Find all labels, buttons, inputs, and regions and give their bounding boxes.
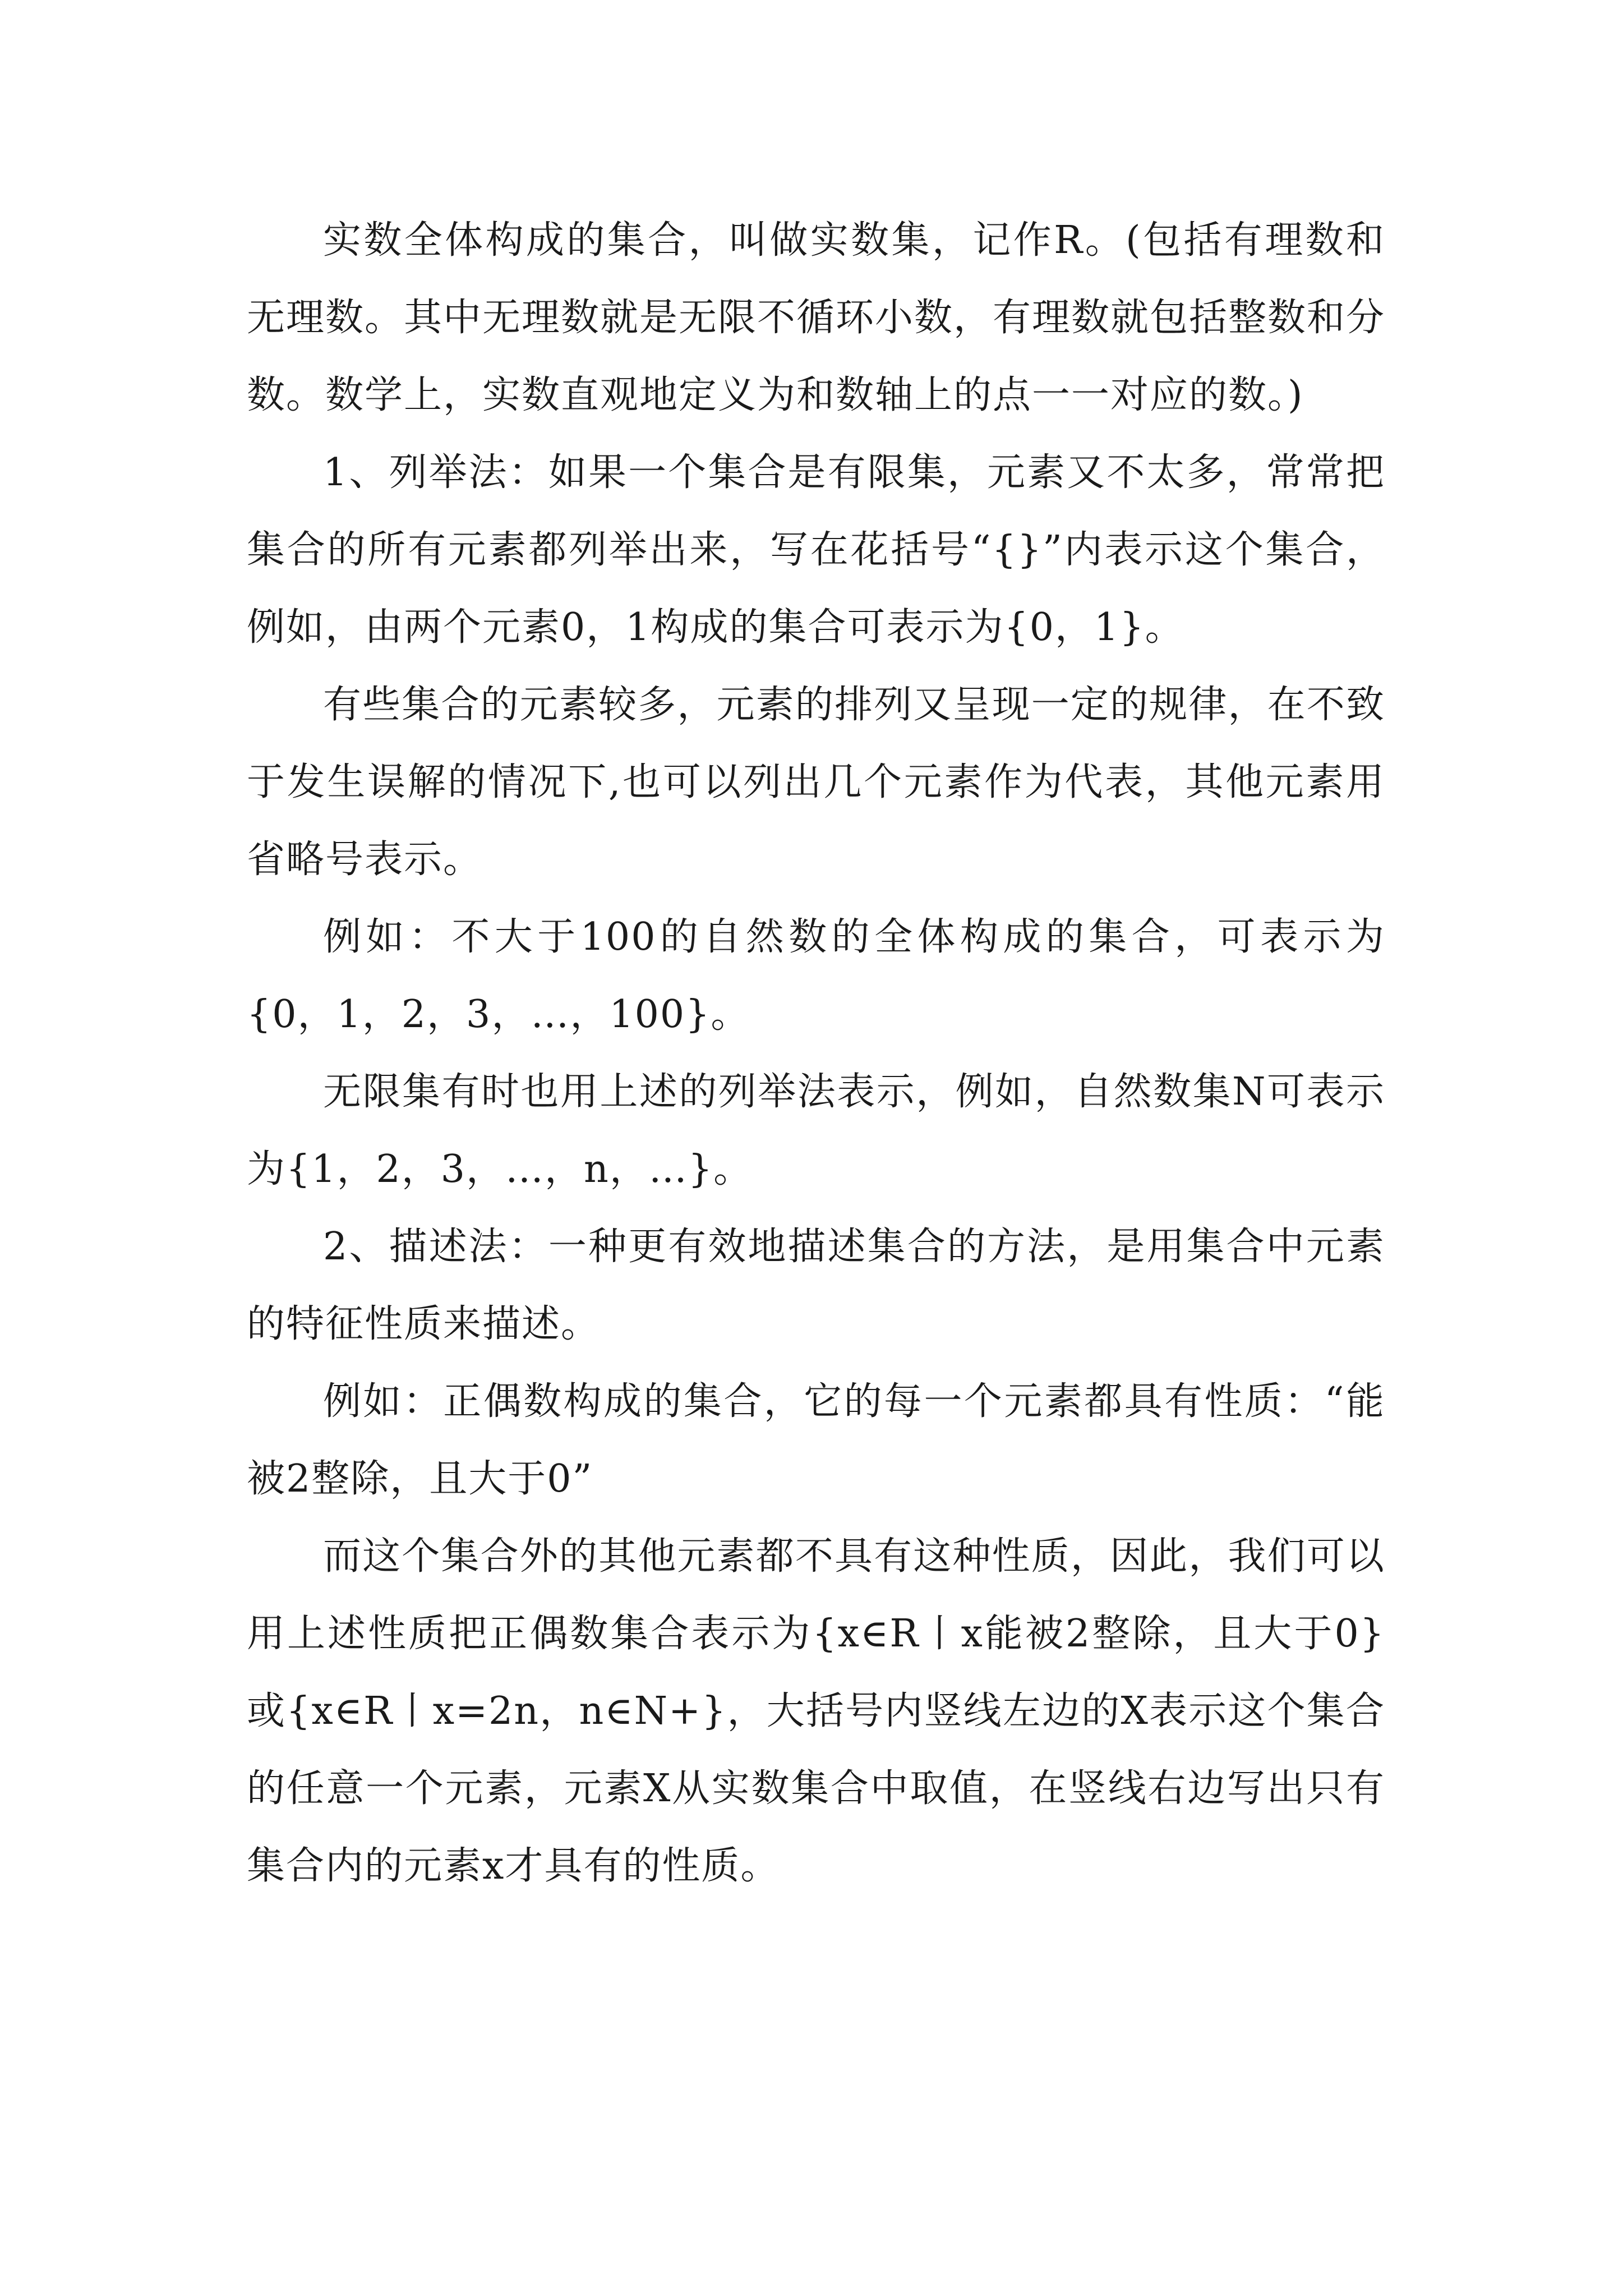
paragraph-enumeration-method: 1、列举法：如果一个集合是有限集，元素又不太多，常常把集合的所有元素都列举出来，写在花括号“{}”内表示这个集合，例如，由两个元素0，1构成的集合可表示为{0，1}。	[247, 450, 1385, 650]
document-body	[247, 202, 1385, 1905]
paragraph-description-method: 2、描述法：一种更有效地描述集合的方法，是用集合中元素的特征性质来描述。	[247, 1225, 1385, 1346]
paragraph-example-even: 例如：正偶数构成的集合，它的每一个元素都具有性质：“能被2整除，且大于0”	[247, 1379, 1385, 1501]
paragraph-real-numbers: 实数全体构成的集合，叫做实数集，记作R。(包括有理数和无理数。其中无理数就是无限不循环小数，有理数就包括整数和分数。数学上，实数直观地定义为和数轴上的点一一对应的数。)	[247, 218, 1386, 417]
paragraph-set-builder: 而这个集合外的其他元素都不具有这种性质，因此，我们可以用上述性质把正偶数集合表示为{x∈R丨x能被2整除，且大于0}或{x∈R丨x=2n，n∈N+}，大括号内竖线左边的X表示这个集合的任意一个元素，元素X从实数集合中取值，在竖线右边写出只有集合内的元素x才具有的性质。	[247, 1534, 1385, 1888]
paragraph-infinite-set: 无限集有时也用上述的列举法表示，例如，自然数集N可表示为{1，2，3，…，n，…}。	[247, 1070, 1385, 1191]
paragraph-many-elements: 有些集合的元素较多，元素的排列又呈现一定的规律，在不致于发生误解的情况下,也可以列出几个元素作为代表，其他元素用省略号表示。	[247, 683, 1385, 882]
paragraph-example-100: 例如：不大于100的自然数的全体构成的集合，可表示为{0，1，2，3，…，100}。	[247, 915, 1385, 1037]
